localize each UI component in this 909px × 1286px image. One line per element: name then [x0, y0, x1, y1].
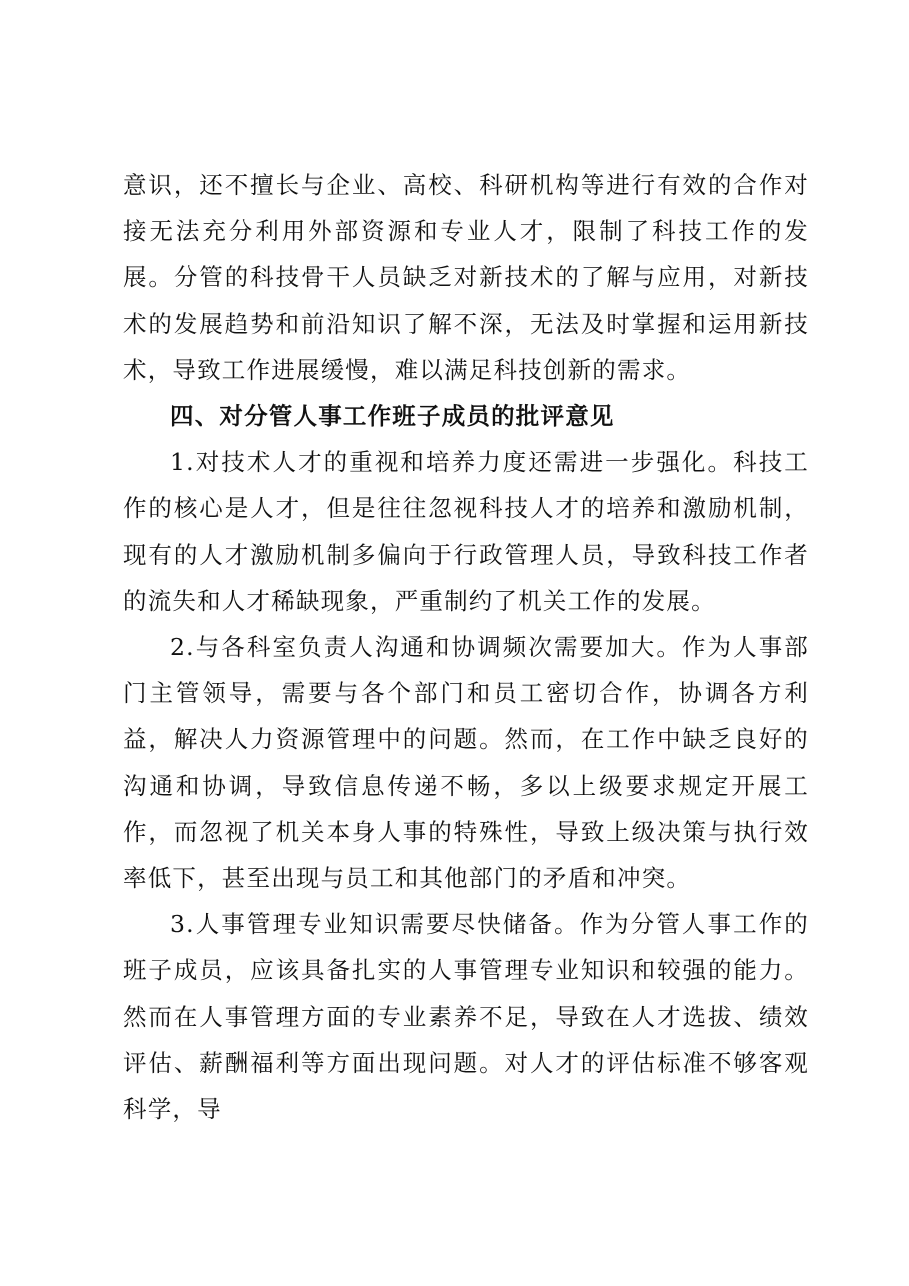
paragraph-2: 1.对技术人才的重视和培养力度还需进一步强化。科技工作的核心是人才，但是往往忽视科技人才的培养和激励机制，现有的人才激励机制多偏向于行政管理人员，导致科技工作者的流失和人才稀缺现象，严重制约了机关工作的发展。 [123, 448, 809, 615]
document-body [123, 162, 809, 1132]
paragraph-1: 意识，还不擅长与企业、高校、科研机构等进行有效的合作对接无法充分利用外部资源和专业人才，限制了科技工作的发展。分管的科技骨干人员缺乏对新技术的了解与应用，对新技术的发展趋势和前沿知识了解不深，无法及时掌握和运用新技术，导致工作进展缓慢，难以满足科技创新的需求。 [123, 171, 809, 384]
paragraph-4: 3.人事管理专业知识需要尽快储备。作为分管人事工作的班子成员，应该具备扎实的人事管理专业知识和较强的能力。然而在人事管理方面的专业素养不足，导致在人才选拔、绩效评估、薪酬福利等方面出现问题。对人才的评估标准不够客观科学，导 [123, 910, 809, 1124]
section-heading: 四、对分管人事工作班子成员的批评意见 [170, 402, 615, 431]
paragraph-3: 2.与各科室负责人沟通和协调频次需要加大。作为人事部门主管领导，需要与各个部门和员工密切合作，协调各方利益，解决人力资源管理中的问题。然而，在工作中缺乏良好的沟通和协调，导致信息传递不畅，多以上级要求规定开展工作，而忽视了机关本身人事的特殊性，导致上级决策与执行效率低下，甚至出现与员工和其他部门的矛盾和冲突。 [123, 633, 809, 893]
